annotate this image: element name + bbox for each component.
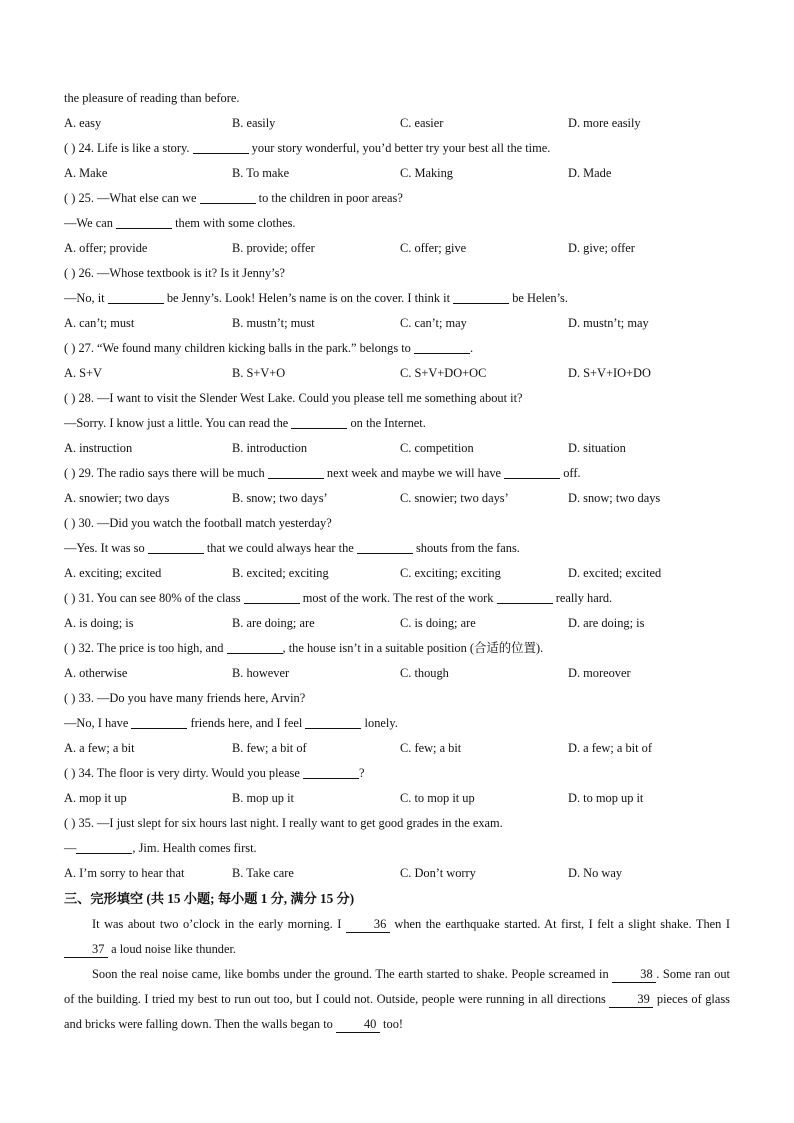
question-26-options: [64, 311, 730, 336]
option-c: C. few; a bit: [400, 741, 462, 755]
option-b: B. excited; exciting: [232, 566, 329, 580]
option-b: B. few; a bit of: [232, 741, 307, 755]
option-a: A. easy: [64, 116, 102, 130]
cloze-blank-37: 37: [64, 942, 108, 958]
option-d: D. to mop up it: [568, 791, 644, 805]
question-30-response: —Yes. It was so that we could always hear the shouts from the fans.: [64, 541, 520, 555]
option-c: C. can’t; may: [400, 316, 467, 330]
question-27-stem: ( ) 27. “We found many children kicking balls in the park.” belongs to .: [64, 341, 474, 355]
answer-blank: [357, 539, 413, 554]
question-23-options: [64, 111, 730, 136]
cloze-paragraph-1: It was about two o’clock in the early morning. I 36 when the earthquake started. At first, I felt a slight shake. Then I 37 a loud noise like thunder.: [64, 912, 730, 962]
option-b: B. provide; offer: [232, 241, 315, 255]
answer-blank: [108, 289, 164, 304]
option-a: A. exciting; excited: [64, 566, 162, 580]
option-a: A. Make: [64, 166, 108, 180]
option-b: B. snow; two days’: [232, 491, 328, 505]
question-32-options: [64, 661, 730, 686]
answer-blank: [291, 414, 347, 429]
option-d: D. Made: [568, 166, 612, 180]
option-a: A. snowier; two days: [64, 491, 170, 505]
option-d: D. moreover: [568, 666, 631, 680]
question-28-stem: ( ) 28. —I want to visit the Slender West Lake. Could you please tell me something about it?: [64, 391, 523, 405]
option-a: A. is doing; is: [64, 616, 134, 630]
option-d: D. are doing; is: [568, 616, 645, 630]
question-26-response: —No, it be Jenny’s. Look! Helen’s name is on the cover. I think it be Helen’s.: [64, 291, 568, 305]
question-25-stem: ( ) 25. —What else can we to the children in poor areas?: [64, 191, 403, 205]
option-a: A. offer; provide: [64, 241, 148, 255]
option-b: B. S+V+O: [232, 366, 286, 380]
option-b: B. To make: [232, 166, 290, 180]
option-a: A. mop it up: [64, 791, 127, 805]
option-c: C. easier: [400, 116, 444, 130]
option-b: B. mop up it: [232, 791, 294, 805]
option-c: C. offer; give: [400, 241, 467, 255]
question-31-options: [64, 611, 730, 636]
question-30-stem: ( ) 30. —Did you watch the football match yesterday?: [64, 516, 332, 530]
option-c: C. to mop it up: [400, 791, 475, 805]
answer-blank: [193, 139, 249, 154]
option-d: D. mustn’t; may: [568, 316, 649, 330]
section-3-heading: 三、完形填空 (共 15 小题; 每小题 1 分, 满分 15 分): [64, 891, 355, 906]
option-c: C. Making: [400, 166, 454, 180]
option-a: A. S+V: [64, 366, 102, 380]
answer-blank: [504, 464, 560, 479]
cloze-paragraph-2: Soon the real noise came, like bombs under the ground. The earth started to shake. People screamed in 38 . Some ran out of the building. I tried my best to run out too, but I could not. Outside, people were running in all directions 39 pieces of glass and bricks were falling down. Then the walls began to 40 too!: [64, 967, 730, 1031]
question-25-options: [64, 236, 730, 261]
question-29-stem: ( ) 29. The radio says there will be much next week and maybe we will have off.: [64, 466, 581, 480]
option-c: C. exciting; exciting: [400, 566, 501, 580]
option-b: B. are doing; are: [232, 616, 315, 630]
option-a: A. can’t; must: [64, 316, 135, 330]
answer-blank: [76, 839, 132, 854]
option-a: A. otherwise: [64, 666, 128, 680]
question-33-stem: ( ) 33. —Do you have many friends here, Arvin?: [64, 691, 306, 705]
exam-page: [64, 86, 730, 1037]
option-c: C. Don’t worry: [400, 866, 476, 880]
option-d: D. more easily: [568, 116, 641, 130]
answer-blank: [244, 589, 300, 604]
option-b: B. mustn’t; must: [232, 316, 315, 330]
option-c: C. though: [400, 666, 449, 680]
cloze-blank-36: 36: [346, 917, 390, 933]
answer-blank: [305, 714, 361, 729]
question-28-options: [64, 436, 730, 461]
question-23-stem-end: the pleasure of reading than before.: [64, 91, 240, 105]
question-29-options: [64, 486, 730, 511]
answer-blank: [116, 214, 172, 229]
question-31-stem: ( ) 31. You can see 80% of the class most of the work. The rest of the work really hard.: [64, 591, 613, 605]
question-24-stem: ( ) 24. Life is like a story. your story wonderful, you’d better try your best all the time.: [64, 141, 551, 155]
option-d: D. situation: [568, 441, 626, 455]
option-b: B. however: [232, 666, 290, 680]
question-30-options: [64, 561, 730, 586]
question-34-stem: ( ) 34. The floor is very dirty. Would you please ?: [64, 766, 365, 780]
question-28-response: —Sorry. I know just a little. You can read the on the Internet.: [64, 416, 426, 430]
option-b: B. Take care: [232, 866, 294, 880]
option-d: D. snow; two days: [568, 491, 661, 505]
option-d: D. S+V+IO+DO: [568, 366, 651, 380]
cloze-blank-39: 39: [609, 992, 653, 1008]
option-a: A. instruction: [64, 441, 133, 455]
option-d: D. give; offer: [568, 241, 635, 255]
option-a: A. I’m sorry to hear that: [64, 866, 185, 880]
answer-blank: [268, 464, 324, 479]
cloze-blank-38: 38: [612, 967, 656, 983]
option-b: B. easily: [232, 116, 276, 130]
question-34-options: [64, 786, 730, 811]
question-33-options: [64, 736, 730, 761]
question-35-response: — , Jim. Health comes first.: [64, 841, 257, 855]
option-d: D. excited; excited: [568, 566, 662, 580]
question-35-stem: ( ) 35. —I just slept for six hours last night. I really want to get good grades in the exam.: [64, 816, 503, 830]
option-d: D. a few; a bit of: [568, 741, 652, 755]
question-32-stem: ( ) 32. The price is too high, and , the house isn’t in a suitable position (合适的位置).: [64, 641, 544, 655]
answer-blank: [227, 639, 283, 654]
question-24-options: [64, 161, 730, 186]
answer-blank: [148, 539, 204, 554]
option-c: C. is doing; are: [400, 616, 476, 630]
answer-blank: [497, 589, 553, 604]
answer-blank: [453, 289, 509, 304]
option-d: D. No way: [568, 866, 623, 880]
question-33-response: —No, I have friends here, and I feel lonely.: [64, 716, 398, 730]
cloze-blank-40: 40: [336, 1017, 380, 1033]
question-27-options: [64, 361, 730, 386]
option-c: C. snowier; two days’: [400, 491, 509, 505]
option-b: B. introduction: [232, 441, 308, 455]
option-c: C. S+V+DO+OC: [400, 366, 487, 380]
answer-blank: [200, 189, 256, 204]
answer-blank: [414, 339, 470, 354]
question-26-stem: ( ) 26. —Whose textbook is it? Is it Jenny’s?: [64, 266, 285, 280]
question-35-options: [64, 861, 730, 886]
answer-blank: [131, 714, 187, 729]
question-25-response: —We can them with some clothes.: [64, 216, 296, 230]
option-a: A. a few; a bit: [64, 741, 135, 755]
answer-blank: [303, 764, 359, 779]
option-c: C. competition: [400, 441, 474, 455]
